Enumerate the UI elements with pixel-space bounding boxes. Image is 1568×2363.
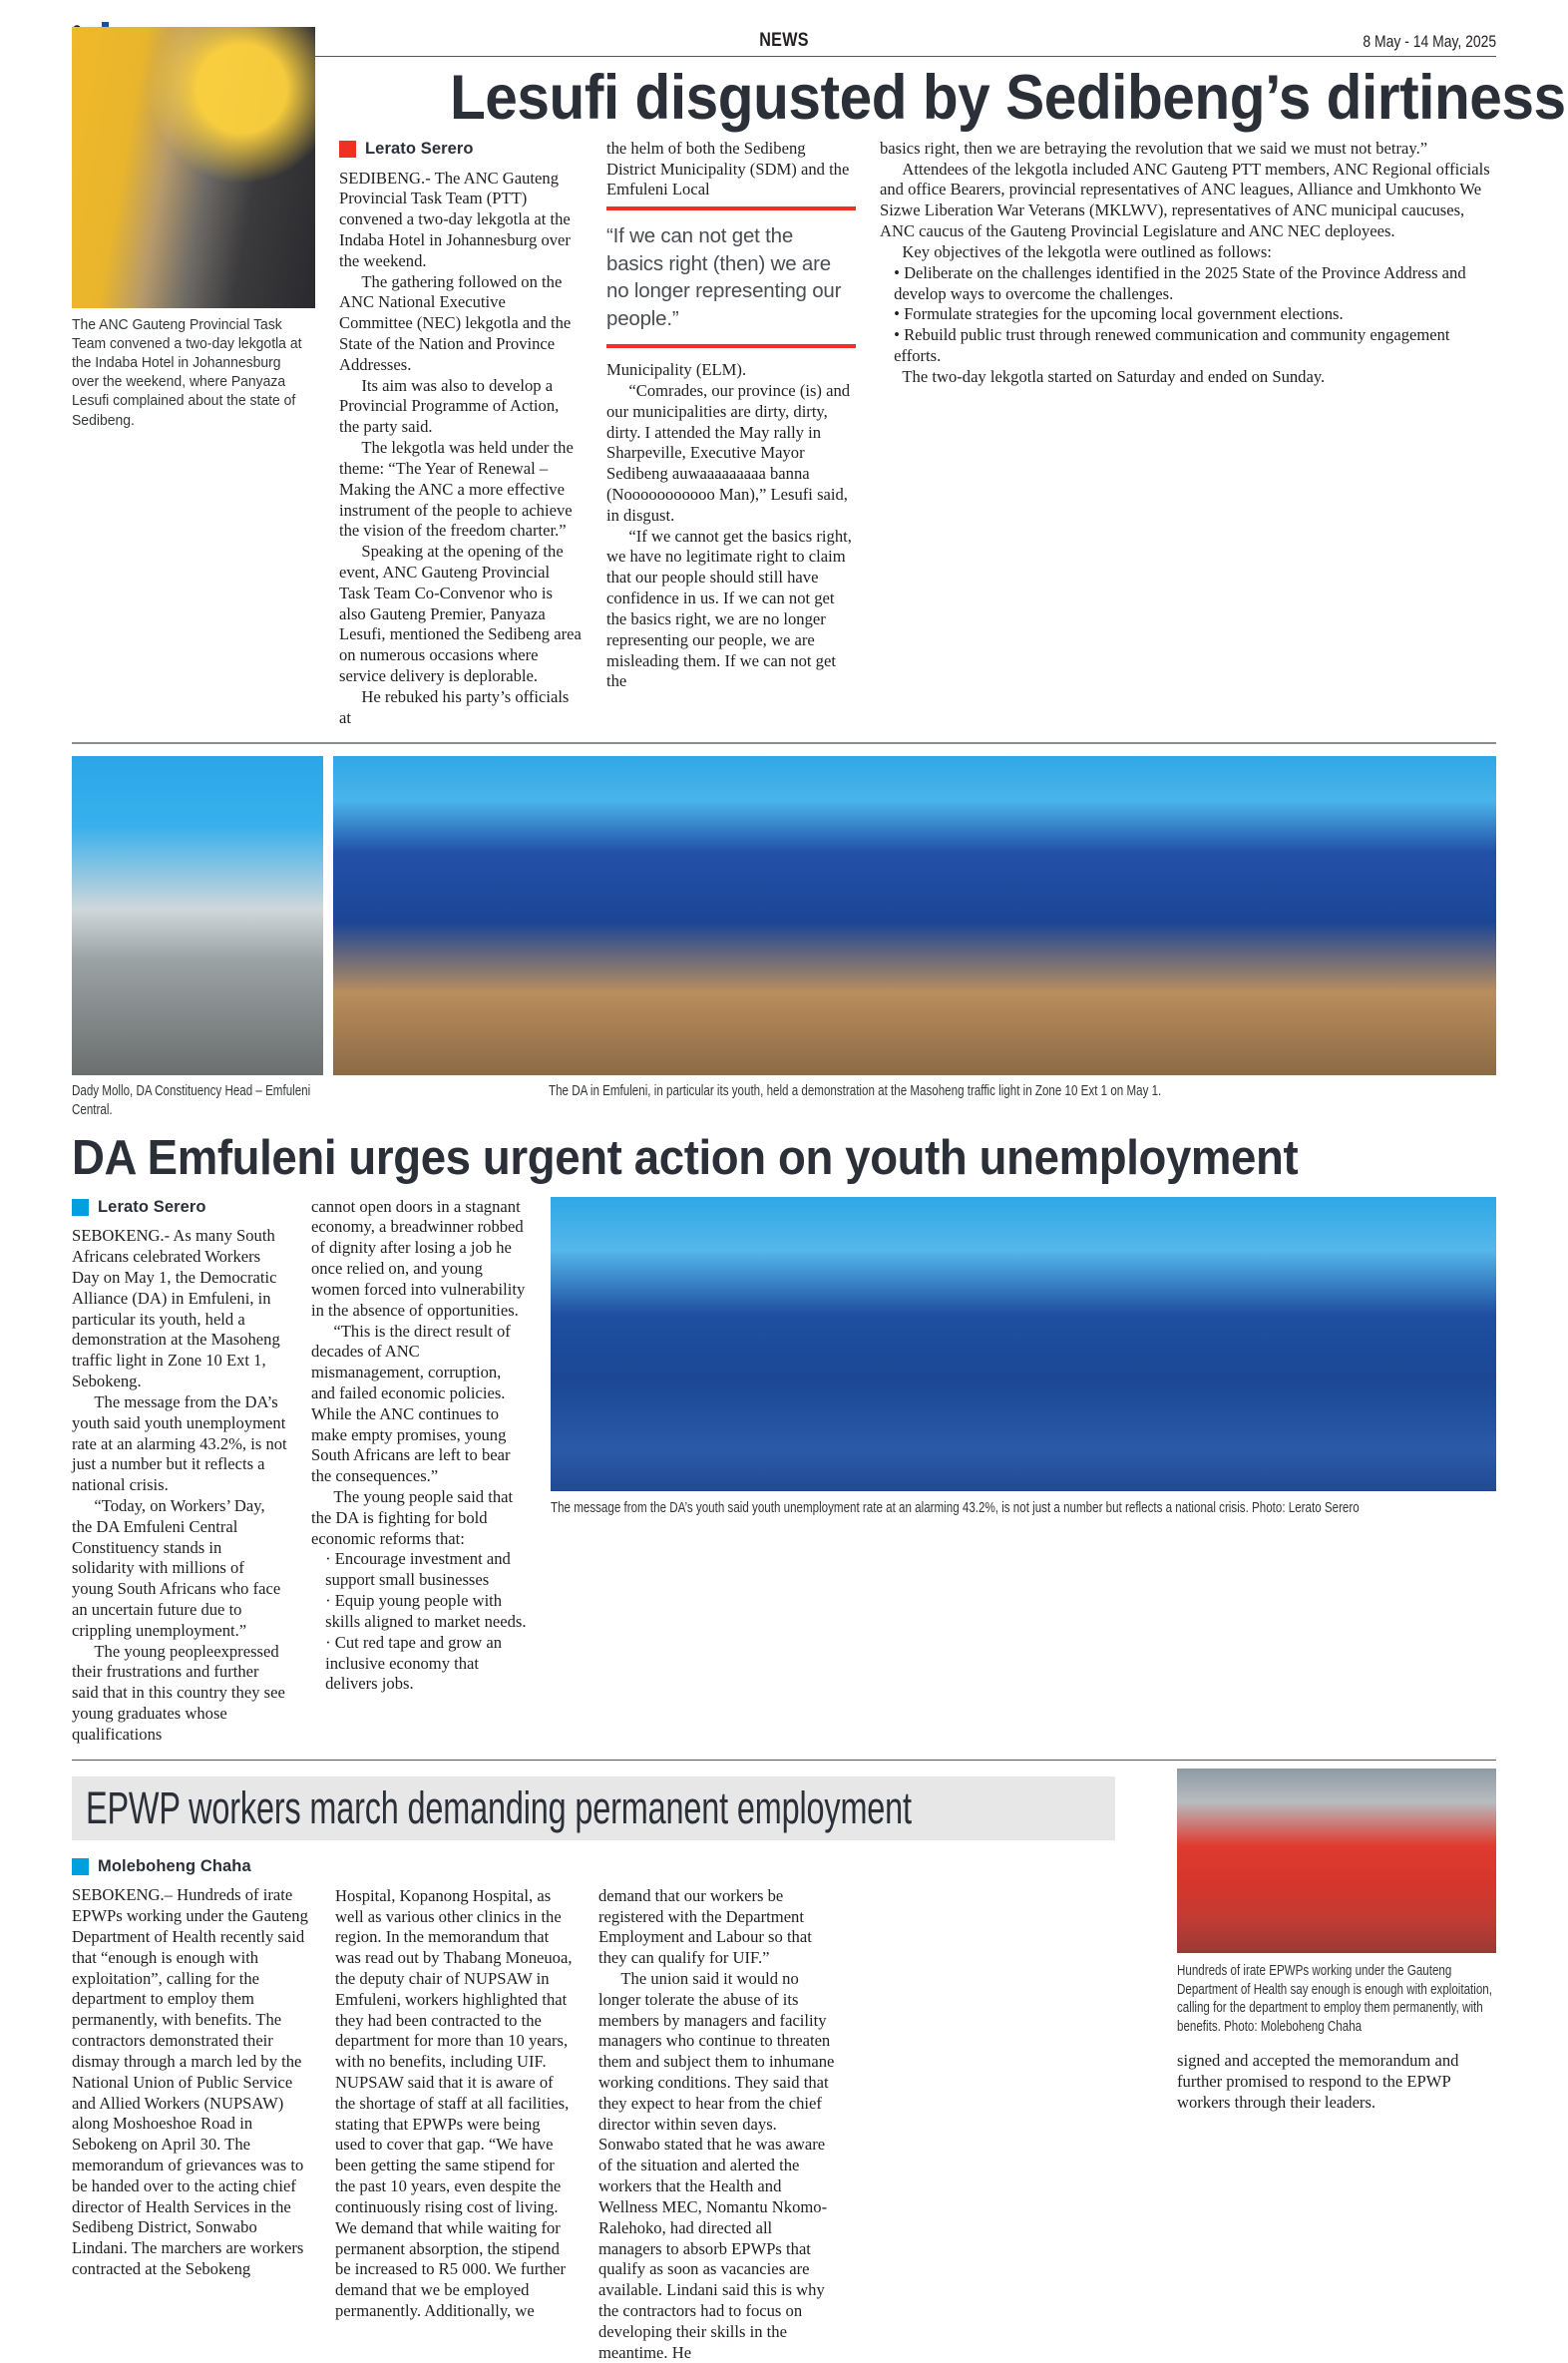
paragraph: The two-day lekgotla started on Saturday and ended on Sunday. <box>902 366 1326 386</box>
story-divider-1 <box>72 742 1496 744</box>
story-da-headline: DA Emfuleni urges urgent action on youth unemployment <box>72 1130 1299 1185</box>
story-epwp-headline: EPWP workers march demanding permanent employment <box>86 1782 912 1834</box>
paragraph: The young people said that the DA is fighting for bold economic reforms that: <box>311 1487 514 1548</box>
da-youth-photo-caption: The message from the DA’s youth said youth unemployment rate at an alarming 43.2%, is not just a number but reflects a national crisis. Photo: Lerato Serero <box>551 1499 1360 1516</box>
da-tent-photo-caption: Dady Mollo, DA Constituency Head – Emfuleni Central. <box>72 1082 311 1118</box>
paragraph: “Comrades, our province (is) and our municipalities are dirty, dirty, dirty. I attended the May rally in Sharpeville, Executive Mayor Sedibeng auwaaaaaaaaa banna (Nooooooooooo Man),” Lesufi said, in disgust. <box>606 380 851 525</box>
paragraph: Municipality (ELM). <box>606 360 747 380</box>
story-epwp-column-2 <box>335 1856 575 2322</box>
paragraph: “Today, on Workers’ Day, the DA Emfuleni Central Constituency stands in solidarity with millions of young South Africans who face an uncertain future due to crippling unemployment.” <box>72 1495 281 1640</box>
story-epwp <box>72 1776 1496 2363</box>
photo-strip-left <box>72 756 323 1120</box>
story-da-photo-column <box>551 1197 1496 1518</box>
paragraph: Its aim was also to develop a Provincial Programme of Action, the party said. <box>339 375 560 437</box>
paragraph: The young peopleexpressed their frustrations and further said that in this country they see young graduates whose qualifications <box>72 1641 285 1744</box>
lesufi-photo-caption: The ANC Gauteng Provincial Task Team convened a two-day lekgotla at the Indaba Hotel in Johannesburg over the weekend, where Panyaza Lesufi complained about the state of Sedibeng. <box>72 316 302 429</box>
epwp-march-photo <box>1177 1769 1496 1953</box>
story-lesufi <box>72 63 1566 728</box>
byline-square-icon <box>72 1199 89 1216</box>
epwp-photo-column <box>1177 1769 1496 2114</box>
paragraph: The lekgotla was held under the theme: “The Year of Renewal – Making the ANC a more effective instrument of the people to achieve the vision of the freedom charter.” <box>339 438 574 541</box>
paragraph: “This is the direct result of decades of ANC mismanagement, corruption, and failed economic policies. While the ANC continues to make empty promises, young South Africans are left to bear the consequences.” <box>311 1321 511 1486</box>
paragraph: “If we cannot get the basics right, we have no legitimate right to claim that our people should still have confidence in us. If we can not get the basics right, we are no longer representing our people, we are misleading them. If we can not get the <box>606 526 852 691</box>
story-da-column-1 <box>72 1197 287 1746</box>
story-epwp-column-3 <box>598 1856 838 2363</box>
paragraph-bullet: • Deliberate on the challenges identified in the 2025 State of the Province Address and develop ways to overcome the challenges. <box>894 262 1466 303</box>
story-epwp-column-1 <box>72 1856 311 2280</box>
paragraph: SEBOKENG.– Hundreds of irate EPWPs working under the Gauteng Department of Health recently said that “enough is enough with exploitation”, calling for the department to employ them permanently, with benefits. The contractors demonstrated their dismay through a march led by the National Union of Public Service and Allied Workers (NUPSAW) along Moshoeshoe Road in Sebokeng on April 30. The memorandum of grievances was to be handed over to the acting chief director of Health Services in the Sedibeng District, Sonwabo Lindani. The marchers are workers contracted at the Sebokeng <box>72 1885 308 2279</box>
photo-strip-right <box>333 756 1496 1101</box>
da-demonstration-photo <box>333 756 1496 1075</box>
section-name: NEWS <box>759 30 809 51</box>
paragraph: SEDIBENG.- The ANC Gauteng Provincial Task Team (PTT) convened a two-day lekgotla at the Indaba Hotel in Johannesburg over the weekend. <box>339 168 571 270</box>
story-da-emfuleni <box>72 1130 1496 1746</box>
paragraph-bullet: · Equip young people with skills aligned to market needs. <box>325 1591 527 1631</box>
paragraph-bullet: · Cut red tape and grow an inclusive economy that delivers jobs. <box>325 1632 503 1694</box>
story-lesufi-pullquote <box>606 206 856 348</box>
paragraph: He rebuked his party’s officials at <box>339 686 570 727</box>
paragraph: Attendees of the lekgotla included ANC Gauteng PTT members, ANC Regional officials and office Bearers, provincial representatives of ANC leagues, Alliance and Umkhonto We Sizwe Liberation War Veterans (MKLWV), representatives of ANC municipal caucuses, ANC caucus of the Gauteng Provincial Legislature and ANC NEC deployees. <box>880 159 1490 241</box>
story-lesufi-column-2 <box>606 139 856 692</box>
paragraph-bullet: • Formulate strategies for the upcoming local government elections. <box>894 304 1344 324</box>
byline-author-name: Lerato Serero <box>365 139 474 158</box>
paragraph: The message from the DA’s youth said youth unemployment rate at an alarming 43.2%, is not just a number but it reflects a national crisis. <box>72 1391 287 1495</box>
story-lesufi-photo-column <box>72 139 315 431</box>
da-demonstration-photo-caption: The DA in Emfuleni, in particular its youth, held a demonstration at the Masoheng traffic light in Zone 10 Ext 1 on May 1. <box>549 1082 1162 1099</box>
byline-square-icon <box>339 141 356 158</box>
story-lesufi-column-3 <box>880 139 1496 388</box>
story-divider-2 <box>72 1760 1496 1761</box>
photo-strip <box>72 756 1496 1120</box>
lesufi-portrait-photo <box>72 27 315 308</box>
paragraph: basics right, then we are betraying the revolution that we said we must not betray.” <box>880 138 1428 158</box>
byline-author-name: Moleboheng Chaha <box>98 1856 251 1875</box>
paragraph: Key objectives of the lekgotla were outlined as follows: <box>902 241 1272 261</box>
epwp-photo-caption: Hundreds of irate EPWPs working under the Gauteng Department of Health say enough is enough with exploitation, calling for the department to employ them permanently, with benefits. Photo: Moleboheng Chaha <box>1177 1962 1492 2036</box>
paragraph: Hospital, Kopanong Hospital, as well as various other clinics in the region. In the memorandum that was read out by Thabang Moneuoa, the deputy chair of NUPSAW in Emfuleni, workers highlighted that they had been contracted to the department for more than 10 years, with no benefits, including UIF. NUPSAW said that it is aware of the shortage of staff at all facilities, stating that EPWPs were being used to cover that gap. “We have been getting the same stipend for the past 10 years, even despite the continuously rising cost of living. We demand that while waiting for permanent absorption, the stipend be increased to R5 000. We further demand that we be employed permanently. Additionally, we <box>335 1885 573 2320</box>
story-epwp-headline-band <box>72 1776 1115 1840</box>
da-youth-photo <box>551 1197 1496 1491</box>
da-tent-photo <box>72 756 323 1075</box>
story-lesufi-byline <box>339 139 583 160</box>
paragraph: demand that our workers be registered with the Department Employment and Labour so that they can qualify for UIF.” <box>598 1885 812 1968</box>
story-da-byline <box>72 1197 287 1218</box>
story-lesufi-headline: Lesufi disgusted by Sedibeng’s dirtiness <box>449 63 1566 133</box>
issue-date: 8 May - 14 May, 2025 <box>1363 32 1496 51</box>
paragraph: Speaking at the opening of the event, ANC Gauteng Provincial Task Team Co-Convenor who is also Gauteng Premier, Panyaza Lesufi, mentioned the Sedibeng area on numerous occasions where service delivery is deplorable. <box>339 542 582 686</box>
byline-square-icon <box>72 1858 89 1875</box>
paragraph: The gathering followed on the ANC National Executive Committee (NEC) lekgotla and the State of the Nation and Province Addresses. <box>339 271 572 374</box>
paragraph: SEBOKENG.- As many South Africans celebrated Workers Day on May 1, the Democratic Alliance (DA) in Emfuleni, in particular its youth, held a demonstration at the Masoheng traffic light in Zone 10 Ext 1, Sebokeng. <box>72 1226 280 1391</box>
paragraph-bullet: • Rebuild public trust through renewed communication and community engagement efforts. <box>894 325 1450 365</box>
story-lesufi-column-1 <box>339 139 583 729</box>
story-da-column-2 <box>311 1197 527 1696</box>
paragraph: cannot open doors in a stagnant economy, a breadwinner robbed of dignity after losing a job he once relied on, and young women forced into vulnerability in the absence of opportunities. <box>311 1196 526 1320</box>
paragraph: signed and accepted the memorandum and further promised to respond to the EPWP workers through their leaders. <box>1177 2051 1459 2112</box>
byline-author-name: Lerato Serero <box>98 1197 206 1216</box>
paragraph: the helm of both the Sedibeng District Municipality (SDM) and the Emfuleni Local <box>606 138 850 199</box>
pullquote-text: “If we can not get the basics right (then) we are no longer representing our people.” <box>606 224 842 330</box>
paragraph: The union said it would no longer tolerate the abuse of its members by managers and facility managers who continue to threaten them and subject them to inhumane working conditions. They said that they expect to hear from the chief director within seven days. Sonwabo stated that he was aware of the situation and alerted the workers that the Health and Wellness MEC, Nomantu Nkomo-Ralehoko, had directed all managers to absorb EPWPs that qualify as soon as vacancies are available. Lindani said this is why the contractors had to focus on developing their skills in the meantime. He <box>598 1968 835 2362</box>
story-epwp-byline <box>72 1856 311 1877</box>
paragraph-bullet: · Encourage investment and support small businesses <box>325 1549 511 1590</box>
story-epwp-column-4 <box>1177 2051 1496 2113</box>
pullquote-bottom-rule <box>606 344 856 348</box>
